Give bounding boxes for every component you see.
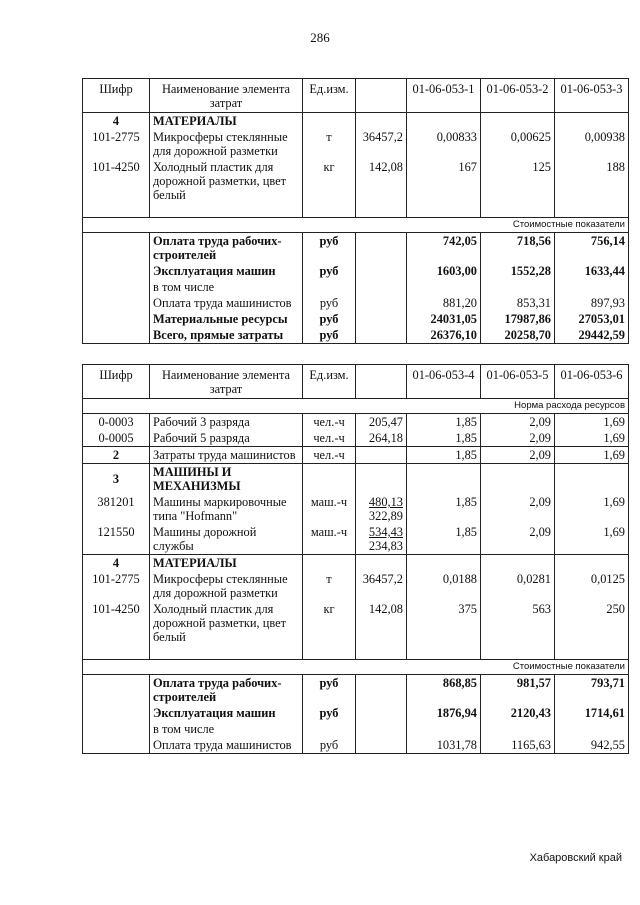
row-value: 2,09: [481, 414, 555, 431]
row-unit: чел.-ч: [303, 430, 356, 447]
section-materials: [83, 113, 629, 130]
table-row: [83, 447, 629, 464]
row-unit: т: [303, 571, 356, 601]
cost-name: Материальные ресурсы: [150, 311, 303, 327]
row-price: 142,08: [356, 601, 407, 645]
row-value: 0,0281: [481, 571, 555, 601]
row-value: 1,85: [407, 430, 481, 447]
row-value: 0,00938: [555, 129, 629, 159]
cost-value: 1633,44: [555, 263, 629, 279]
cost-row: [83, 233, 629, 264]
row-value: 2,09: [481, 494, 555, 524]
row-name: Машины дорожной службы: [150, 524, 303, 555]
resource-band-label: Норма расхода ресурсов: [83, 399, 629, 414]
header-column-4: 01-06-053-4: [407, 365, 481, 399]
cost-value: 1165,63: [481, 737, 555, 754]
table-header-row: [83, 365, 629, 399]
cost-value: 17987,86: [481, 311, 555, 327]
cost-row: [83, 295, 629, 311]
row-value: 188: [555, 159, 629, 203]
table-row: [83, 159, 629, 203]
section-code: 4: [83, 555, 150, 572]
table-row: [83, 601, 629, 645]
section-title: МАШИНЫ И МЕХАНИЗМЫ: [150, 464, 303, 495]
row-price: 142,08: [356, 159, 407, 203]
cost-unit: руб: [303, 233, 356, 264]
row-value: 1,69: [555, 414, 629, 431]
estimate-table-2: [82, 364, 629, 754]
table-row: [83, 430, 629, 447]
header-unit: Ед.изм.: [303, 365, 356, 399]
page-number: 286: [310, 30, 330, 45]
cost-value: 26376,10: [407, 327, 481, 344]
cost-row: [83, 279, 629, 295]
cost-value: 742,05: [407, 233, 481, 264]
cost-value: 20258,70: [481, 327, 555, 344]
row-name: Затраты труда машинистов: [150, 447, 303, 464]
cost-value: 853,31: [481, 295, 555, 311]
cost-name: Оплата труда машинистов: [150, 737, 303, 754]
header-column-1: 01-06-053-1: [407, 79, 481, 113]
section-code: 3: [83, 464, 150, 495]
cost-band-row: [83, 218, 629, 233]
row-unit: чел.-ч: [303, 414, 356, 431]
row-value: 563: [481, 601, 555, 645]
cost-row: [83, 705, 629, 721]
cost-name: Эксплуатация машин: [150, 263, 303, 279]
row-value: 125: [481, 159, 555, 203]
cost-row: [83, 311, 629, 327]
cost-value: 2120,43: [481, 705, 555, 721]
row-name: Рабочий 3 разряда: [150, 414, 303, 431]
cost-value: 24031,05: [407, 311, 481, 327]
row-value: 1,69: [555, 447, 629, 464]
header-column-2: 01-06-053-2: [481, 79, 555, 113]
cost-name: в том числе: [150, 721, 303, 737]
row-unit: кг: [303, 159, 356, 203]
cost-value: 27053,01: [555, 311, 629, 327]
row-name: Машины маркировочные типа "Hofmann": [150, 494, 303, 524]
row-name: Микросферы стеклянные для дорожной разметки: [150, 571, 303, 601]
row-price: 264,18: [356, 430, 407, 447]
row-value: 1,85: [407, 447, 481, 464]
row-value: 2,09: [481, 524, 555, 555]
cost-value: 793,71: [555, 675, 629, 706]
table-row: [83, 129, 629, 159]
cost-value: 942,55: [555, 737, 629, 754]
cost-value: 1876,94: [407, 705, 481, 721]
row-price: 36457,2: [356, 571, 407, 601]
footer-region: Хабаровский край: [529, 852, 622, 864]
cost-band-label: Стоимостные показатели: [83, 218, 629, 233]
row-value: 2,09: [481, 447, 555, 464]
cost-unit: руб: [303, 263, 356, 279]
header-column-3: 01-06-053-3: [555, 79, 629, 113]
row-code: 381201: [83, 494, 150, 524]
cost-name: в том числе: [150, 279, 303, 295]
header-price: [356, 79, 407, 113]
row-unit: маш.-ч: [303, 524, 356, 555]
cost-row: [83, 263, 629, 279]
row-code: 121550: [83, 524, 150, 555]
header-name: Наименование элемента затрат: [150, 79, 303, 113]
row-price: 205,47: [356, 414, 407, 431]
table-row: [83, 414, 629, 431]
row-price: [356, 524, 407, 555]
cost-value: 881,20: [407, 295, 481, 311]
row-unit: маш.-ч: [303, 494, 356, 524]
cost-name: Всего, прямые затраты: [150, 327, 303, 344]
row-value: 167: [407, 159, 481, 203]
table-row: [83, 571, 629, 601]
row-value: 250: [555, 601, 629, 645]
header-price: [356, 365, 407, 399]
section-title: МАТЕРИАЛЫ: [150, 555, 303, 572]
row-value: 0,0125: [555, 571, 629, 601]
table-row: [83, 524, 629, 555]
row-name: Микросферы стеклянные для дорожной разметки: [150, 129, 303, 159]
cost-value: 1031,78: [407, 737, 481, 754]
row-value: 1,85: [407, 414, 481, 431]
price-bottom: 322,89: [368, 509, 403, 523]
section-materials: [83, 555, 629, 572]
row-unit: чел.-ч: [303, 447, 356, 464]
cost-row: [83, 721, 629, 737]
cost-unit: руб: [303, 737, 356, 754]
header-name: Наименование элемента затрат: [150, 365, 303, 399]
price-top: 534,43: [368, 525, 403, 539]
table-row: [83, 494, 629, 524]
row-code: 101-4250: [83, 601, 150, 645]
row-value: 2,09: [481, 430, 555, 447]
cost-row: [83, 327, 629, 344]
cost-unit: руб: [303, 675, 356, 706]
cost-value: 1552,28: [481, 263, 555, 279]
header-unit: Ед.изм.: [303, 79, 356, 113]
cost-value: 868,85: [407, 675, 481, 706]
cost-value: 897,93: [555, 295, 629, 311]
cost-unit: руб: [303, 705, 356, 721]
row-price: [356, 494, 407, 524]
cost-value: 718,56: [481, 233, 555, 264]
row-code: 0-0003: [83, 414, 150, 431]
cost-band-label: Стоимостные показатели: [83, 660, 629, 675]
cost-name: Эксплуатация машин: [150, 705, 303, 721]
row-value: 1,85: [407, 524, 481, 555]
row-value: 1,69: [555, 494, 629, 524]
cost-row: [83, 737, 629, 754]
row-value: 0,00833: [407, 129, 481, 159]
cost-row: [83, 675, 629, 706]
header-column-6: 01-06-053-6: [555, 365, 629, 399]
row-name: Рабочий 5 разряда: [150, 430, 303, 447]
price-bottom: 234,83: [368, 539, 403, 553]
header-code: Шифр: [83, 79, 150, 113]
resource-band-row: [83, 399, 629, 414]
row-code: 101-2775: [83, 571, 150, 601]
price-top: 480,13: [368, 495, 403, 509]
cost-name: Оплата труда рабочих-строителей: [150, 675, 303, 706]
row-code: 2: [83, 447, 150, 464]
cost-value: 756,14: [555, 233, 629, 264]
header-code: Шифр: [83, 365, 150, 399]
cost-unit: руб: [303, 311, 356, 327]
cost-value: 1714,61: [555, 705, 629, 721]
cost-unit: руб: [303, 295, 356, 311]
table-header-row: [83, 79, 629, 113]
header-column-5: 01-06-053-5: [481, 365, 555, 399]
row-value: 1,85: [407, 494, 481, 524]
cost-value: 981,57: [481, 675, 555, 706]
row-value: 0,0188: [407, 571, 481, 601]
cost-value: 1603,00: [407, 263, 481, 279]
section-code: 4: [83, 113, 150, 130]
cost-name: Оплата труда машинистов: [150, 295, 303, 311]
row-code: 101-4250: [83, 159, 150, 203]
row-value: 375: [407, 601, 481, 645]
row-code: 101-2775: [83, 129, 150, 159]
row-name: Холодный пластик для дорожной разметки, цвет белый: [150, 601, 303, 645]
estimate-table-1: [82, 78, 629, 344]
row-value: 0,00625: [481, 129, 555, 159]
section-machines: [83, 464, 629, 495]
row-name: Холодный пластик для дорожной разметки, цвет белый: [150, 159, 303, 203]
row-value: 1,69: [555, 524, 629, 555]
cost-unit: руб: [303, 327, 356, 344]
cost-value: 29442,59: [555, 327, 629, 344]
row-price: 36457,2: [356, 129, 407, 159]
section-title: МАТЕРИАЛЫ: [150, 113, 303, 130]
cost-name: Оплата труда рабочих-строителей: [150, 233, 303, 264]
row-unit: т: [303, 129, 356, 159]
row-value: 1,69: [555, 430, 629, 447]
row-code: 0-0005: [83, 430, 150, 447]
row-unit: кг: [303, 601, 356, 645]
cost-band-row: [83, 660, 629, 675]
